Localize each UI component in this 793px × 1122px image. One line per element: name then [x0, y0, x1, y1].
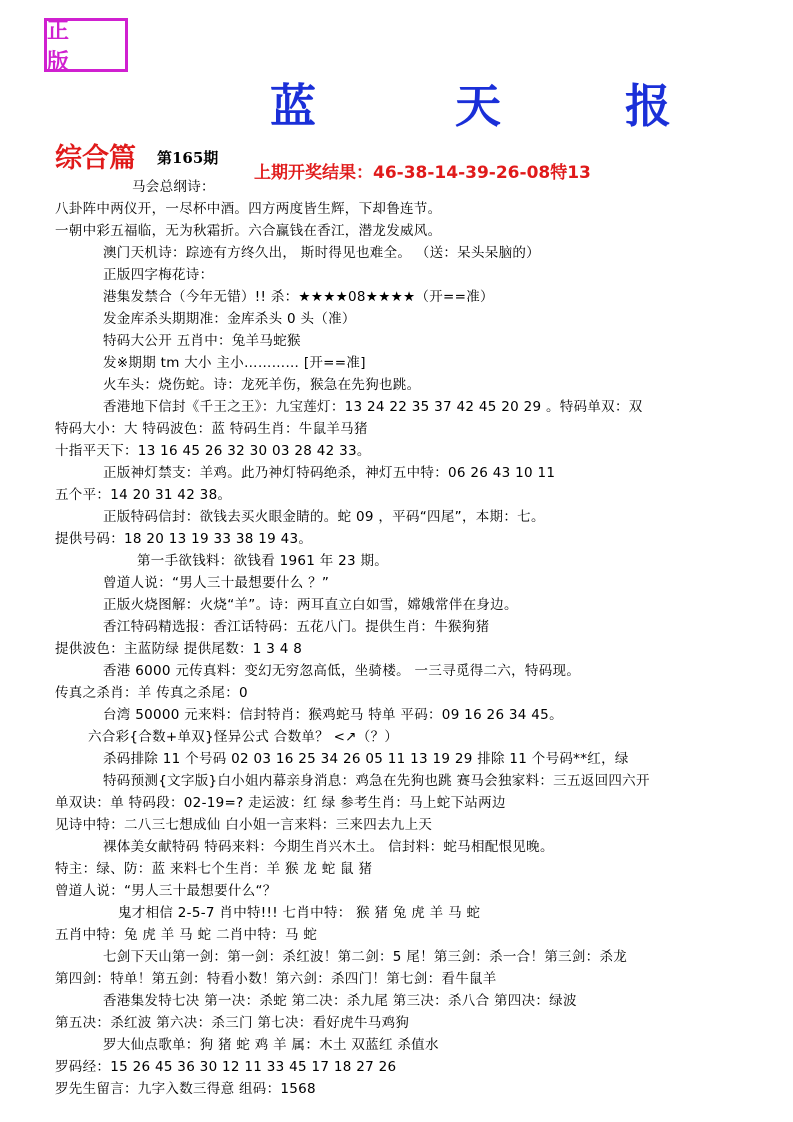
text-line: 香港集发特七决 第一决：杀蛇 第二决：杀九尾 第三决：杀八合 第四决：绿波 — [103, 993, 577, 1009]
text-line: 发※期期 tm 大小 主小………… [开==准] — [103, 355, 366, 371]
text-line: 特码大公开 五肖中：兔羊马蛇猴 — [103, 333, 301, 349]
text-line: 见诗中特：二八三七想成仙 白小姐一言来料：三来四去九上天 — [55, 817, 433, 833]
title-char-2: 天 — [455, 79, 501, 133]
text-line: 特主：绿、防：蓝 来料七个生肖：羊 猴 龙 蛇 鼠 猪 — [55, 861, 373, 877]
text-line: 正版四字梅花诗： — [103, 267, 214, 283]
title-char-3: 报 — [625, 79, 671, 133]
text-line: 六合彩{合数+单双}怪异公式 合数单？ <↗（？） — [88, 729, 399, 745]
text-line: 正版火烧图解：火烧“羊”。诗：两耳直立白如雪，嫦娥常伴在身边。 — [103, 597, 518, 613]
last-draw-result: 上期开奖结果：46-38-14-39-26-08特13 — [254, 163, 591, 183]
text-line: 第五决：杀红波 第六决：杀三门 第七决：看好虎牛马鸡狗 — [55, 1015, 410, 1031]
text-line: 八卦阵中两仪开，一尽杯中酒。四方两度皆生辉，下却鲁连节。 — [55, 201, 442, 217]
text-line: 提供波色：主蓝防绿 提供尾数：1 3 4 8 — [55, 641, 303, 657]
issue-number: 第165期 — [157, 149, 219, 167]
authentic-badge: 正 版 — [44, 18, 128, 72]
text-line: 提供号码：18 20 13 19 33 38 19 43。 — [55, 531, 313, 547]
text-line: 传真之杀肖：羊 传真之杀尾：0 — [55, 685, 248, 701]
title-char-1: 蓝 — [270, 79, 316, 133]
text-line: 香港 6000 元传真料：变幻无穷忽高低，坐骑楼。 一三寻觅得二六，特码现。 — [103, 663, 581, 679]
text-line: 第一手欲钱料：欲钱看 1961 年 23 期。 — [137, 553, 389, 569]
text-line: 正版神灯禁支：羊鸡。此乃神灯特码绝杀，神灯五中特：06 26 43 10 11 — [103, 465, 556, 481]
text-line: 正版特码信封：欲钱去买火眼金睛的。蛇 09 ，平码“四尾”，本期：七。 — [103, 509, 545, 525]
text-line: 特码大小：大 特码波色：蓝 特码生肖：牛鼠羊马猪 — [55, 421, 368, 437]
text-line: 发金库杀头期期准：金库杀头 0 头（准） — [103, 311, 356, 327]
text-line: 鬼才相信 2-5-7 肖中特!!! 七肖中特： 猴 猪 兔 虎 羊 马 蛇 — [118, 905, 481, 921]
text-line: 罗码经：15 26 45 36 30 12 11 33 45 17 18 27 26 — [55, 1059, 397, 1075]
text-line: 五个平：14 20 31 42 38。 — [55, 487, 232, 503]
text-line: 七剑下天山第一剑：第一剑：杀红波！第二剑：5 尾！第三剑：杀一合！第三剑：杀龙 — [103, 949, 628, 965]
text-line: 杀码排除 11 个号码 02 03 16 25 34 26 05 11 13 19 29 排除 11 个号码**红，绿 — [103, 751, 629, 767]
text-line: 第四剑：特单！第五剑：特看小数！第六剑：杀四门！第七剑：看牛鼠羊 — [55, 971, 497, 987]
text-line: 单双诀：单 特码段：02-19=? 走运波：红 绿 参考生肖：马上蛇下站两边 — [55, 795, 506, 811]
text-line: 澳门天机诗：踪迹有方终久出， 斯时得见也难全。 （送：呆头呆脑的） — [103, 245, 540, 261]
text-line: 特码预测{文字版}白小姐内幕亲身消息：鸡急在先狗也跳 赛马会独家料：三五返回四六开 — [103, 773, 650, 789]
text-line: 一朝中彩五福临，无为秋霜折。六合赢钱在香江，潜龙发威风。 — [55, 223, 442, 239]
text-line: 香港地下信封《千王之王》：九宝莲灯：13 24 22 35 37 42 45 20 29 。特码单双：双 — [103, 399, 643, 415]
text-line: 裸体美女献特码 特码来料：今期生肖兴木土。 信封料：蛇马相配恨见晚。 — [103, 839, 554, 855]
text-line: 曾道人说：“男人三十最想要什么“？ — [55, 883, 277, 899]
text-line: 罗先生留言：九字入数三得意 组码：1568 — [55, 1081, 316, 1097]
text-line: 港集发禁合（今年无错）!! 杀：★★★★08★★★★（开==准） — [103, 289, 494, 305]
text-line: 台湾 50000 元来料：信封特肖：猴鸡蛇马 特单 平码：09 16 26 34 45。 — [103, 707, 563, 723]
section-title: 综合篇 — [55, 143, 136, 174]
text-line: 十指平天下：13 16 45 26 32 30 03 28 42 33。 — [55, 443, 371, 459]
text-line: 五肖中特：兔 虎 羊 马 蛇 二肖中特：马 蛇 — [55, 927, 318, 943]
text-line: 香江特码精选报：香江话特码：五花八门。提供生肖：牛猴狗猪 — [103, 619, 490, 635]
text-line: 曾道人说：“男人三十最想要什么 ？” — [103, 575, 330, 591]
text-line: 马会总纲诗： — [132, 179, 215, 195]
text-line: 火车头：烧伤蛇。诗：龙死羊伤，猴急在先狗也跳。 — [103, 377, 421, 393]
text-line: 罗大仙点歌单：狗 猪 蛇 鸡 羊 属：木土 双蓝红 杀值水 — [103, 1037, 439, 1053]
